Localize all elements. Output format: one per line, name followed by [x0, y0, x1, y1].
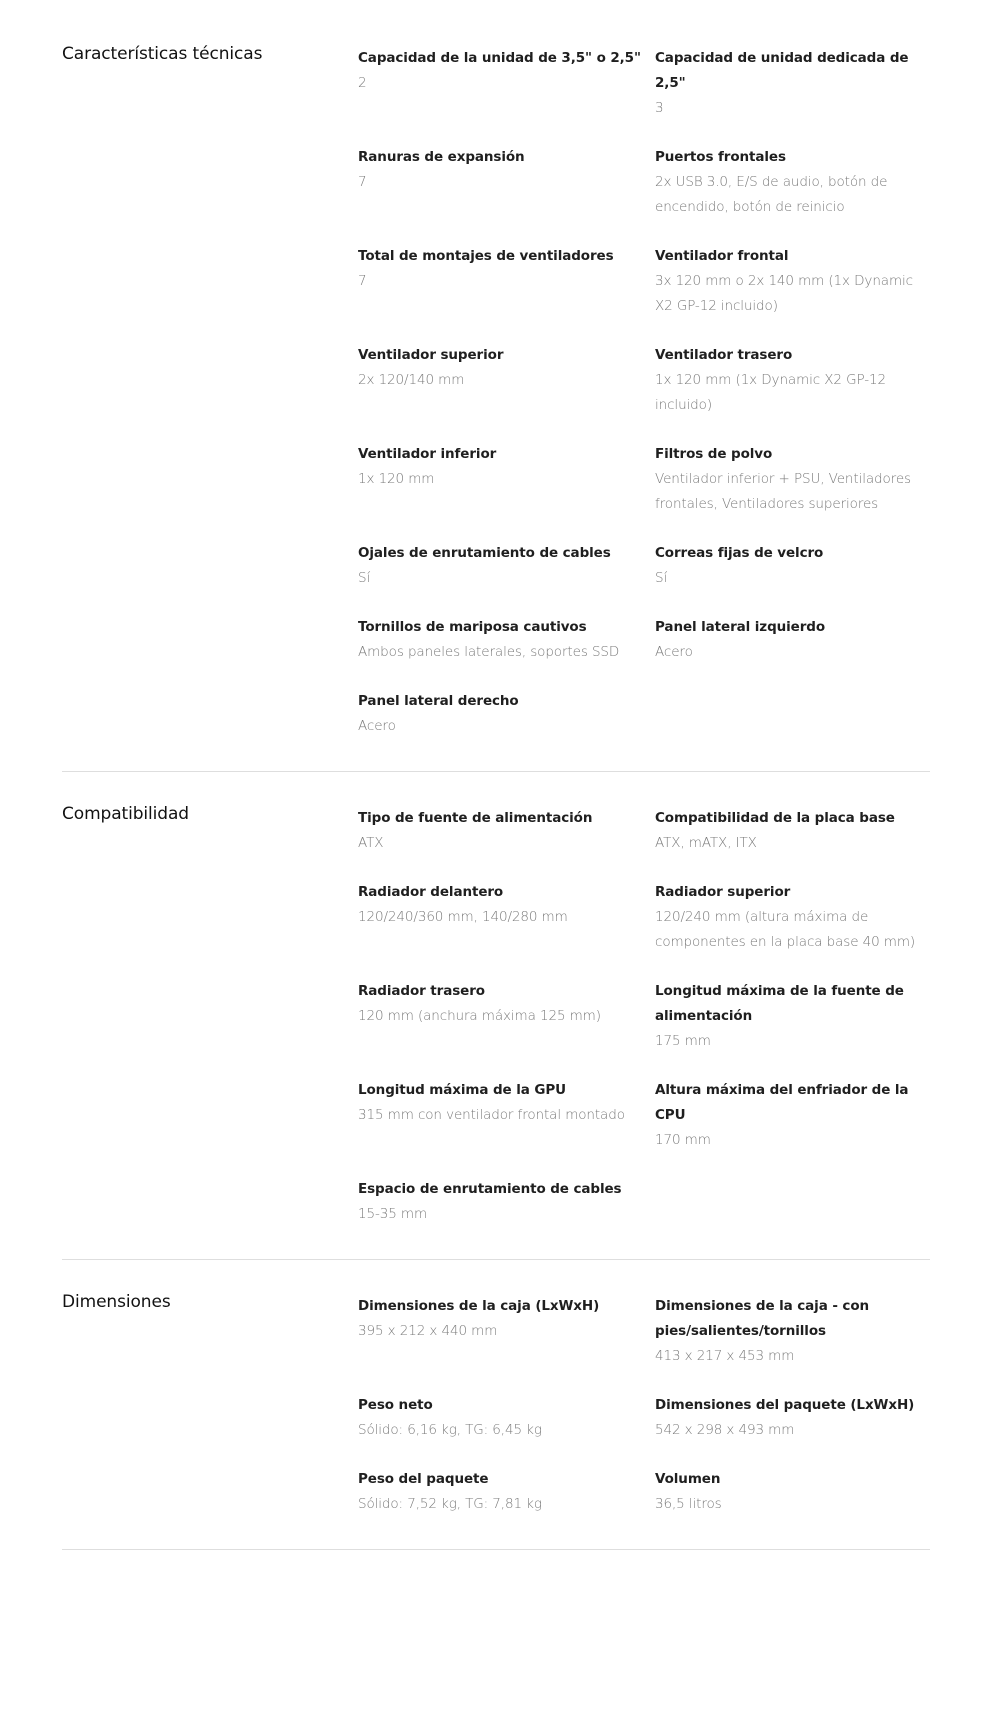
spec-item	[358, 615, 655, 665]
spec-label: Tornillos de mariposa cautivos	[358, 619, 587, 635]
section-dimensions	[62, 1260, 930, 1550]
spec-label: Correas fijas de velcro	[655, 545, 824, 561]
spec-label: Dimensiones de la caja - con pies/salientes/tornillos	[655, 1298, 870, 1339]
spec-label: Total de montajes de ventiladores	[358, 248, 614, 264]
spec-item	[655, 979, 930, 1054]
spec-value: 2x USB 3.0, E/S de audio, botón de encendido, botón de reinicio	[655, 174, 888, 215]
spec-label: Compatibilidad de la placa base	[655, 810, 895, 826]
spec-item	[655, 541, 930, 591]
section-title: Compatibilidad	[62, 804, 189, 824]
spec-label: Panel lateral derecho	[358, 693, 519, 709]
spec-item	[358, 880, 655, 955]
spec-value: 315 mm con ventilador frontal montado	[358, 1107, 625, 1123]
spec-item	[358, 1177, 655, 1227]
spec-label: Puertos frontales	[655, 149, 786, 165]
spec-item	[655, 615, 930, 665]
spec-label: Capacidad de la unidad de 3,5" o 2,5"	[358, 50, 641, 66]
spec-label: Volumen	[655, 1471, 721, 1487]
spec-value: Sólido: 7,52 kg, TG: 7,81 kg	[358, 1496, 542, 1512]
spec-item	[358, 541, 655, 591]
spec-item	[358, 46, 655, 121]
spec-item	[358, 145, 655, 220]
spec-item	[358, 689, 655, 739]
spec-value: Sí	[358, 570, 371, 586]
spec-item	[655, 46, 930, 121]
spec-value: 175 mm	[655, 1033, 711, 1049]
spec-item	[358, 1078, 655, 1153]
spec-item	[655, 442, 930, 517]
spec-value: 120 mm (anchura máxima 125 mm)	[358, 1008, 601, 1024]
spec-label: Ojales de enrutamiento de cables	[358, 545, 611, 561]
spec-grid	[358, 1294, 930, 1549]
spec-label: Espacio de enrutamiento de cables	[358, 1181, 622, 1197]
spec-item	[358, 343, 655, 418]
spec-label: Longitud máxima de la GPU	[358, 1082, 566, 1098]
spec-value: 15-35 mm	[358, 1206, 428, 1222]
spec-label: Altura máxima del enfriador de la CPU	[655, 1082, 909, 1123]
spec-label: Radiador delantero	[358, 884, 504, 900]
spec-label: Ventilador inferior	[358, 446, 497, 462]
spec-label: Longitud máxima de la fuente de alimentación	[655, 983, 904, 1024]
spec-value: ATX, mATX, ITX	[655, 835, 757, 851]
spec-label: Peso del paquete	[358, 1471, 489, 1487]
spec-label: Radiador trasero	[358, 983, 485, 999]
spec-grid	[358, 806, 930, 1259]
spec-value: Acero	[358, 718, 396, 734]
spec-item	[358, 806, 655, 856]
spec-item	[655, 880, 930, 955]
spec-label: Tipo de fuente de alimentación	[358, 810, 593, 826]
spec-value: ATX	[358, 835, 384, 851]
spec-value: 36,5 litros	[655, 1496, 722, 1512]
spec-value: 3	[655, 100, 664, 116]
spec-item	[655, 244, 930, 319]
spec-value: 7	[358, 174, 367, 190]
spec-value: 170 mm	[655, 1132, 711, 1148]
spec-value: 395 x 212 x 440 mm	[358, 1323, 498, 1339]
spec-value: 2	[358, 75, 367, 91]
spec-label: Radiador superior	[655, 884, 791, 900]
spec-label: Ventilador frontal	[655, 248, 789, 264]
section-title: Características técnicas	[62, 44, 263, 64]
spec-item	[358, 1393, 655, 1443]
spec-value: Sólido: 6,16 kg, TG: 6,45 kg	[358, 1422, 542, 1438]
spec-grid	[358, 46, 930, 771]
spec-item	[655, 145, 930, 220]
spec-value: Ventilador inferior + PSU, Ventiladores frontales, Ventiladores superiores	[655, 471, 911, 512]
spec-label: Ventilador trasero	[655, 347, 793, 363]
spec-label: Filtros de polvo	[655, 446, 773, 462]
spec-item	[358, 442, 655, 517]
spec-item	[655, 1467, 930, 1517]
spec-value: 3x 120 mm o 2x 140 mm (1x Dynamic X2 GP-12 incluido)	[655, 273, 913, 314]
section-title: Dimensiones	[62, 1292, 171, 1312]
spec-value: 1x 120 mm (1x Dynamic X2 GP-12 incluido)	[655, 372, 886, 413]
spec-item	[358, 1294, 655, 1369]
spec-value: 542 x 298 x 493 mm	[655, 1422, 795, 1438]
spec-value: 120/240/360 mm, 140/280 mm	[358, 909, 568, 925]
spec-item	[655, 343, 930, 418]
spec-value: Acero	[655, 644, 693, 660]
spec-label: Ranuras de expansión	[358, 149, 525, 165]
spec-label: Panel lateral izquierdo	[655, 619, 826, 635]
spec-item	[655, 1294, 930, 1369]
spec-value: 2x 120/140 mm	[358, 372, 465, 388]
spec-value: 1x 120 mm	[358, 471, 435, 487]
spec-item	[358, 1467, 655, 1517]
spec-label: Peso neto	[358, 1397, 433, 1413]
spec-value: 120/240 mm (altura máxima de componentes en la placa base 40 mm)	[655, 909, 916, 950]
spec-item	[358, 979, 655, 1054]
spec-label: Capacidad de unidad dedicada de 2,5"	[655, 50, 909, 91]
spec-item	[655, 1078, 930, 1153]
spec-label: Dimensiones de la caja (LxWxH)	[358, 1298, 600, 1314]
spec-value: Ambos paneles laterales, soportes SSD	[358, 644, 620, 660]
spec-item	[358, 244, 655, 319]
spec-label: Ventilador superior	[358, 347, 504, 363]
spec-item	[655, 1393, 930, 1443]
spec-value: 413 x 217 x 453 mm	[655, 1348, 795, 1364]
spec-value: Sí	[655, 570, 668, 586]
section-technical-features	[62, 28, 930, 772]
section-compatibility	[62, 772, 930, 1260]
spec-item	[655, 806, 930, 856]
spec-label: Dimensiones del paquete (LxWxH)	[655, 1397, 915, 1413]
spec-value: 7	[358, 273, 367, 289]
